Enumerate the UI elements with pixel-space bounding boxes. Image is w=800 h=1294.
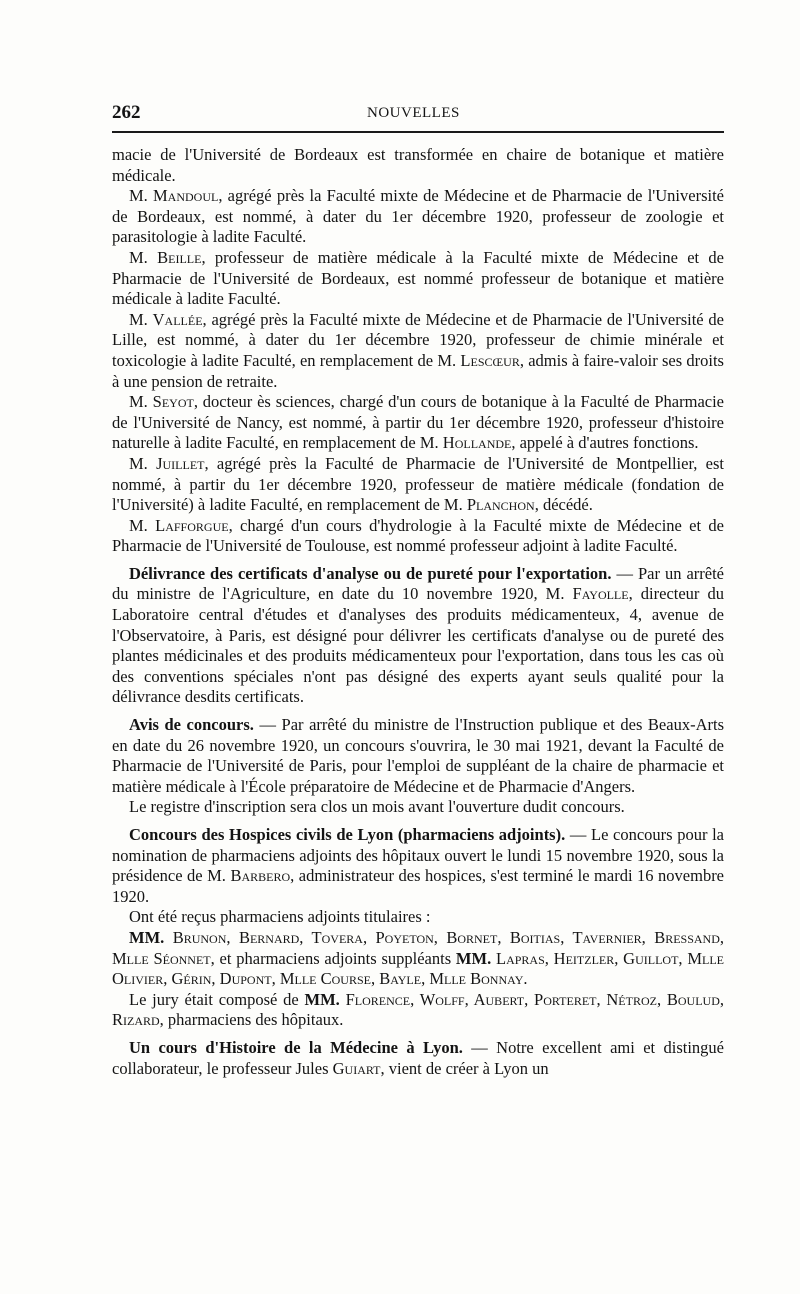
person-name: Juillet bbox=[156, 453, 205, 473]
paragraph-seyot: M. Seyot, docteur ès sciences, chargé d'un cours de botanique à la Faculté de Pharmacie de l'Université de Nancy, est nommé, à partir du 1er décembre 1920, professeur d'histoire naturelle à ladite Faculté, en remplacement de M. Hollande, appelé à d'autres fonctions. bbox=[112, 392, 724, 453]
body-text bbox=[112, 145, 724, 1079]
names-titulaires: Brunon, Bernard, Tovera, Poyeton, Bornet, Boitias, Tavernier, Bressand, Mlle Séonnet bbox=[112, 927, 725, 968]
paragraph-mandoul: M. Mandoul, agrégé près la Faculté mixte de Médecine et de Pharmacie de l'Université de Bordeaux, est nommé, à dater du 1er décembre 1920, professeur de zoologie et parasitologie à ladite Faculté. bbox=[112, 186, 724, 247]
section-heading: Un cours d'Histoire de la Médecine à Lyon. bbox=[129, 1037, 463, 1057]
paragraph-juillet: M. Juillet, agrégé près la Faculté de Pharmacie de l'Université de Montpellier, est nommé, à partir du 1er décembre 1920, professeur de matière médicale (fondation de l'Université) à ladite Faculté, en remplacement de M. Planchon, décédé. bbox=[112, 453, 725, 515]
person-name: Lescœur bbox=[460, 350, 520, 370]
paragraph-lafforgue: M. Lafforgue, chargé d'un cours d'hydrologie à la Faculté mixte de Médecine et de Pharmacie de l'Université de Toulouse, est nommé professeur adjoint à ladite Faculté. bbox=[112, 515, 724, 556]
section-heading: Concours des Hospices civils de Lyon (pharmaciens adjoints). bbox=[129, 825, 566, 844]
section-heading: Délivrance des certificats d'analyse ou de pureté pour l'exportation. bbox=[129, 563, 612, 583]
person-name: Planchon bbox=[466, 495, 535, 515]
paragraph-continuation: macie de l'Université de Bordeaux est transformée en chaire de botanique et matière médicale. bbox=[112, 145, 724, 185]
person-name: Hollande bbox=[442, 433, 512, 453]
person-name: Beille bbox=[157, 247, 202, 267]
paragraph-registre: Le registre d'inscription sera clos un mois avant l'ouverture dudit concours. bbox=[129, 797, 625, 817]
person-name: Lafforgue bbox=[155, 515, 229, 535]
person-name: Barbero bbox=[230, 866, 291, 886]
section-hospices-lyon: Concours des Hospices civils de Lyon (pharmaciens adjoints). — Le concours pour la nomination de pharmaciens adjoints des hôpitaux ouvert le lundi 15 novembre 1920, sous la présidence de M. Barbero, administrateur des hospices, s'est terminé le mardi 16 novembre 1920. bbox=[112, 825, 725, 906]
person-name: Seyot bbox=[152, 392, 194, 412]
page-number: 262 bbox=[112, 102, 141, 123]
section-histoire-medecine: Un cours d'Histoire de la Médecine à Lyon. — Notre excellent ami et distingué collaborateur, le professeur Jules Guiart, vient de créer à Lyon un bbox=[112, 1037, 724, 1078]
paragraph-beille: M. Beille, professeur de matière médicale à la Faculté mixte de Médecine et de Pharmacie de l'Université de Bordeaux, est nommé professeur de botanique et matière médicale à ladite Faculté. bbox=[112, 247, 724, 309]
person-name: Vallée bbox=[152, 309, 203, 329]
person-name: Mandoul bbox=[153, 186, 219, 206]
section-heading: Avis de concours. bbox=[129, 715, 254, 735]
names-jury: Florence, Wolff, Aubert, Porteret, Nétroz, Boulud, Rizard bbox=[112, 989, 724, 1030]
section-delivrance: Délivrance des certificats d'analyse ou de pureté pour l'exportation. — Par un arrêté du ministre de l'Agriculture, en date du 10 novembre 1920, M. Fayolle, directeur du Laboratoire central d'études et d'analyses des produits médicamenteux, 4, avenue de l'Observatoire, à Paris, est désigné pour délivrer les certificats d'analyse ou de pureté des plantes médicinales et des produits médicamenteux pour l'exportation, dans tous les cas où des conventions spéciales n'ont pas désigné des experts ayant seuls qualité pour la délivrance desdits certificats. bbox=[112, 563, 724, 707]
page-header bbox=[112, 100, 724, 128]
paragraph-names-list: MM. Brunon, Bernard, Tovera, Poyeton, Bornet, Boitias, Tavernier, Bressand, Mlle Séonnet, et pharmaciens adjoints suppléants MM. Lapras, Heitzler, Guillot, Mlle Olivier, Gérin, Dupont, Mlle Course, Bayle, Mlle Bonnay. bbox=[112, 927, 725, 989]
section-avis-concours: Avis de concours. — Par arrêté du ministre de l'Instruction publique et des Beaux-Arts en date du 26 novembre 1920, un concours s'ouvrira, le 30 mai 1921, devant la Faculté de Pharmacie de l'Université de Paris, pour l'emploi de suppléant de la chaire de pharmacie et matière médicale à l'École préparatoire de Médecine et de Pharmacie d'Angers. bbox=[112, 715, 724, 796]
paragraph-recus: Ont été reçus pharmaciens adjoints titulaires : bbox=[129, 907, 431, 927]
paragraph-jury: Le jury était composé de MM. Florence, Wolff, Aubert, Porteret, Nétroz, Boulud, Rizard, pharmaciens des hôpitaux. bbox=[112, 989, 724, 1030]
running-title: NOUVELLES bbox=[367, 105, 460, 121]
person-name: Fayolle bbox=[572, 584, 629, 604]
paragraph-vallee: M. Vallée, agrégé près la Faculté mixte de Médecine et de Pharmacie de l'Université de Lille, est nommé, à dater du 1er décembre 1920, professeur de chimie minérale et toxicologie à ladite Faculté, en remplacement de M. Lescœur, admis à faire-valoir ses droits à une pension de retraite. bbox=[112, 309, 724, 391]
header-rule bbox=[112, 131, 724, 133]
person-name: Guiart bbox=[332, 1058, 381, 1078]
names-suppleants: Lapras, Heitzler, Guillot, Mlle Olivier, Gérin, Dupont, Mlle Course, Bayle, Mlle Bonnay. bbox=[112, 948, 724, 989]
